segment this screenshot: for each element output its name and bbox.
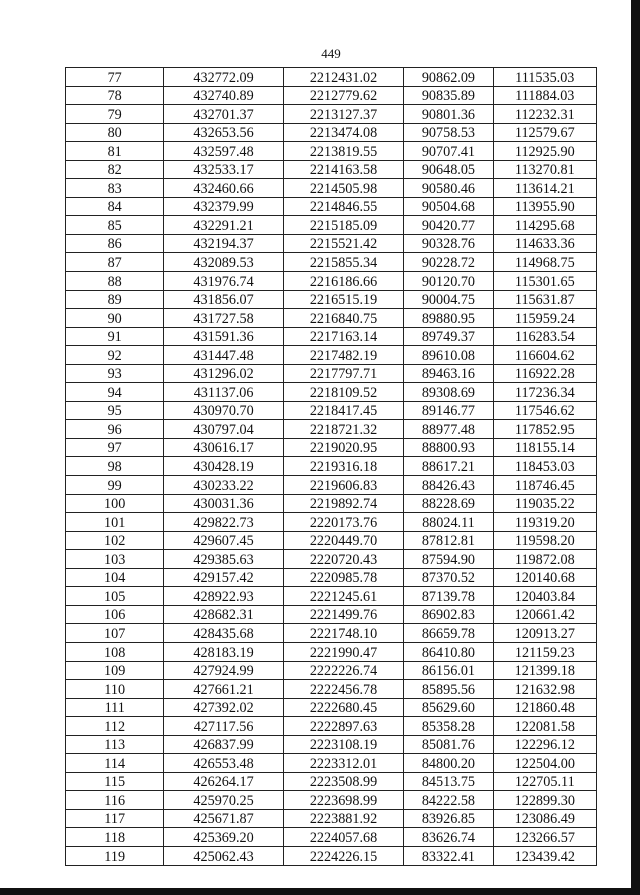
table-cell: 121860.48 — [493, 698, 596, 717]
table-cell: 2223108.19 — [283, 735, 403, 754]
table-row — [66, 642, 597, 661]
table-cell: 425369.20 — [164, 828, 283, 847]
table-cell: 2218721.32 — [283, 420, 403, 439]
table-cell: 432701.37 — [164, 105, 283, 124]
table-cell: 93 — [66, 364, 164, 383]
table-cell: 90835.89 — [404, 86, 493, 105]
table-cell: 2213819.55 — [283, 142, 403, 161]
table-cell: 113270.81 — [493, 160, 596, 179]
table-cell: 84222.58 — [404, 791, 493, 810]
table-cell: 430797.04 — [164, 420, 283, 439]
table-cell: 109 — [66, 661, 164, 680]
table-cell: 90328.76 — [404, 234, 493, 253]
table-cell: 81 — [66, 142, 164, 161]
table-row — [66, 717, 597, 736]
table-row — [66, 550, 597, 569]
table-cell: 88 — [66, 272, 164, 291]
table-cell: 120913.27 — [493, 624, 596, 643]
table-row — [66, 494, 597, 513]
table-row — [66, 754, 597, 773]
table-cell: 80 — [66, 123, 164, 142]
table-cell: 432089.53 — [164, 253, 283, 272]
table-cell: 90120.70 — [404, 272, 493, 291]
table-cell: 120661.42 — [493, 605, 596, 624]
table-cell: 2223881.92 — [283, 809, 403, 828]
table-row — [66, 791, 597, 810]
table-cell: 119 — [66, 846, 164, 865]
table-cell: 88800.93 — [404, 438, 493, 457]
table-cell: 90504.68 — [404, 197, 493, 216]
table-cell: 427117.56 — [164, 717, 283, 736]
table-cell: 99 — [66, 476, 164, 495]
table-cell: 82 — [66, 160, 164, 179]
table-cell: 123086.49 — [493, 809, 596, 828]
table-cell: 2220720.43 — [283, 550, 403, 569]
table-cell: 426837.99 — [164, 735, 283, 754]
table-row — [66, 531, 597, 550]
coordinate-table — [65, 67, 597, 866]
table-row — [66, 216, 597, 235]
table-cell: 2217482.19 — [283, 346, 403, 365]
table-cell: 2223698.99 — [283, 791, 403, 810]
table-cell: 90707.41 — [404, 142, 493, 161]
table-cell: 432597.48 — [164, 142, 283, 161]
table-cell: 116283.54 — [493, 327, 596, 346]
table-cell: 2221245.61 — [283, 587, 403, 606]
table-cell: 2222897.63 — [283, 717, 403, 736]
table-body — [66, 68, 597, 866]
table-cell: 2221499.76 — [283, 605, 403, 624]
table-row — [66, 179, 597, 198]
table-cell: 84513.75 — [404, 772, 493, 791]
table-cell: 427392.02 — [164, 698, 283, 717]
table-row — [66, 587, 597, 606]
table-row — [66, 383, 597, 402]
table-cell: 2222680.45 — [283, 698, 403, 717]
table-cell: 86410.80 — [404, 642, 493, 661]
table-row — [66, 513, 597, 532]
table-cell: 112232.31 — [493, 105, 596, 124]
table-row — [66, 605, 597, 624]
table-row — [66, 698, 597, 717]
table-cell: 2215855.34 — [283, 253, 403, 272]
table-cell: 83 — [66, 179, 164, 198]
table-cell: 2219606.83 — [283, 476, 403, 495]
table-cell: 100 — [66, 494, 164, 513]
table-cell: 87812.81 — [404, 531, 493, 550]
table-cell: 90758.53 — [404, 123, 493, 142]
table-cell: 91 — [66, 327, 164, 346]
table-cell: 429822.73 — [164, 513, 283, 532]
table-cell: 429607.45 — [164, 531, 283, 550]
table-cell: 432653.56 — [164, 123, 283, 142]
table-cell: 94 — [66, 383, 164, 402]
table-cell: 119598.20 — [493, 531, 596, 550]
table-cell: 114968.75 — [493, 253, 596, 272]
table-cell: 87 — [66, 253, 164, 272]
table-cell: 428682.31 — [164, 605, 283, 624]
table-cell: 118453.03 — [493, 457, 596, 476]
table-cell: 90 — [66, 309, 164, 328]
table-cell: 85629.60 — [404, 698, 493, 717]
table-cell: 117546.62 — [493, 401, 596, 420]
table-cell: 112 — [66, 717, 164, 736]
table-cell: 96 — [66, 420, 164, 439]
table-cell: 2218417.45 — [283, 401, 403, 420]
table-cell: 122504.00 — [493, 754, 596, 773]
table-row — [66, 327, 597, 346]
table-row — [66, 476, 597, 495]
table-cell: 2214163.58 — [283, 160, 403, 179]
table-cell: 114 — [66, 754, 164, 773]
table-cell: 2219020.95 — [283, 438, 403, 457]
table-cell: 122899.30 — [493, 791, 596, 810]
table-cell: 2217163.14 — [283, 327, 403, 346]
table-row — [66, 772, 597, 791]
table-cell: 432460.66 — [164, 179, 283, 198]
table-cell: 426264.17 — [164, 772, 283, 791]
table-cell: 117236.34 — [493, 383, 596, 402]
table-cell: 83926.85 — [404, 809, 493, 828]
table-cell: 430428.19 — [164, 457, 283, 476]
table-cell: 431591.36 — [164, 327, 283, 346]
table-cell: 2224226.15 — [283, 846, 403, 865]
table-cell: 86659.78 — [404, 624, 493, 643]
table-cell: 2223312.01 — [283, 754, 403, 773]
table-cell: 107 — [66, 624, 164, 643]
table-row — [66, 438, 597, 457]
table-cell: 425671.87 — [164, 809, 283, 828]
table-cell: 86902.83 — [404, 605, 493, 624]
scan-edge-right — [631, 0, 640, 895]
table-cell: 87594.90 — [404, 550, 493, 569]
table-cell: 431296.02 — [164, 364, 283, 383]
table-cell: 85 — [66, 216, 164, 235]
table-cell: 102 — [66, 531, 164, 550]
table-cell: 115301.65 — [493, 272, 596, 291]
table-cell: 430031.36 — [164, 494, 283, 513]
table-cell: 85358.28 — [404, 717, 493, 736]
table-cell: 432533.17 — [164, 160, 283, 179]
table-cell: 113 — [66, 735, 164, 754]
table-cell: 121399.18 — [493, 661, 596, 680]
table-row — [66, 197, 597, 216]
table-cell: 106 — [66, 605, 164, 624]
table-cell: 89880.95 — [404, 309, 493, 328]
table-cell: 78 — [66, 86, 164, 105]
table-cell: 2222456.78 — [283, 680, 403, 699]
table-cell: 2217797.71 — [283, 364, 403, 383]
table-cell: 86 — [66, 234, 164, 253]
table-row — [66, 160, 597, 179]
table-cell: 431137.06 — [164, 383, 283, 402]
table-cell: 425970.25 — [164, 791, 283, 810]
table-row — [66, 346, 597, 365]
table-cell: 2213127.37 — [283, 105, 403, 124]
table-cell: 89463.16 — [404, 364, 493, 383]
table-cell: 122081.58 — [493, 717, 596, 736]
table-cell: 122296.12 — [493, 735, 596, 754]
table-cell: 2220985.78 — [283, 568, 403, 587]
table-cell: 88977.48 — [404, 420, 493, 439]
table-row — [66, 457, 597, 476]
table-cell: 117852.95 — [493, 420, 596, 439]
table-cell: 119319.20 — [493, 513, 596, 532]
table-cell: 92 — [66, 346, 164, 365]
table-cell: 432740.89 — [164, 86, 283, 105]
table-cell: 77 — [66, 68, 164, 87]
table-cell: 85895.56 — [404, 680, 493, 699]
table-row — [66, 253, 597, 272]
table-cell: 2216840.75 — [283, 309, 403, 328]
table-cell: 429157.42 — [164, 568, 283, 587]
table-row — [66, 568, 597, 587]
table-cell: 98 — [66, 457, 164, 476]
table-row — [66, 364, 597, 383]
table-cell: 120403.84 — [493, 587, 596, 606]
table-cell: 89146.77 — [404, 401, 493, 420]
table-cell: 2224057.68 — [283, 828, 403, 847]
table-cell: 87139.78 — [404, 587, 493, 606]
table-cell: 2220449.70 — [283, 531, 403, 550]
table-cell: 90648.05 — [404, 160, 493, 179]
table-cell: 89610.08 — [404, 346, 493, 365]
scan-edge-bottom — [0, 888, 640, 895]
table-cell: 2214846.55 — [283, 197, 403, 216]
table-cell: 110 — [66, 680, 164, 699]
table-cell: 104 — [66, 568, 164, 587]
table-cell: 90228.72 — [404, 253, 493, 272]
table-cell: 2222226.74 — [283, 661, 403, 680]
table-cell: 88228.69 — [404, 494, 493, 513]
table-cell: 83322.41 — [404, 846, 493, 865]
table-cell: 2214505.98 — [283, 179, 403, 198]
table-cell: 122705.11 — [493, 772, 596, 791]
table-cell: 85081.76 — [404, 735, 493, 754]
table-cell: 428922.93 — [164, 587, 283, 606]
table-cell: 90004.75 — [404, 290, 493, 309]
table-cell: 84800.20 — [404, 754, 493, 773]
table-cell: 429385.63 — [164, 550, 283, 569]
table-cell: 108 — [66, 642, 164, 661]
table-cell: 2221748.10 — [283, 624, 403, 643]
table-row — [66, 828, 597, 847]
table-cell: 118746.45 — [493, 476, 596, 495]
table-cell: 2216186.66 — [283, 272, 403, 291]
table-row — [66, 661, 597, 680]
table-cell: 116 — [66, 791, 164, 810]
table-row — [66, 86, 597, 105]
page-number: 449 — [321, 46, 341, 61]
table-cell: 431727.58 — [164, 309, 283, 328]
table-cell: 2221990.47 — [283, 642, 403, 661]
table-cell: 90801.36 — [404, 105, 493, 124]
table-row — [66, 809, 597, 828]
table-cell: 116922.28 — [493, 364, 596, 383]
table-cell: 90420.77 — [404, 216, 493, 235]
table-cell: 90580.46 — [404, 179, 493, 198]
table-cell: 79 — [66, 105, 164, 124]
table-cell: 95 — [66, 401, 164, 420]
table-cell: 117 — [66, 809, 164, 828]
table-cell: 111884.03 — [493, 86, 596, 105]
table-cell: 118155.14 — [493, 438, 596, 457]
table-cell: 432772.09 — [164, 68, 283, 87]
table-cell: 432291.21 — [164, 216, 283, 235]
table-cell: 432194.37 — [164, 234, 283, 253]
table-row — [66, 735, 597, 754]
table-cell: 430616.17 — [164, 438, 283, 457]
table-cell: 121159.23 — [493, 642, 596, 661]
table-row — [66, 105, 597, 124]
table-cell: 2216515.19 — [283, 290, 403, 309]
table-row — [66, 624, 597, 643]
table-cell: 113955.90 — [493, 197, 596, 216]
table-cell: 425062.43 — [164, 846, 283, 865]
table-cell: 432379.99 — [164, 197, 283, 216]
table-cell: 119872.08 — [493, 550, 596, 569]
table-cell: 120140.68 — [493, 568, 596, 587]
table-cell: 115959.24 — [493, 309, 596, 328]
table-cell: 90862.09 — [404, 68, 493, 87]
table-cell: 111535.03 — [493, 68, 596, 87]
table-row — [66, 846, 597, 865]
table-cell: 2218109.52 — [283, 383, 403, 402]
table-cell: 83626.74 — [404, 828, 493, 847]
table-cell: 431856.07 — [164, 290, 283, 309]
table-cell: 114295.68 — [493, 216, 596, 235]
table-cell: 118 — [66, 828, 164, 847]
table-cell: 88617.21 — [404, 457, 493, 476]
table-row — [66, 272, 597, 291]
table-cell: 114633.36 — [493, 234, 596, 253]
table-cell: 121632.98 — [493, 680, 596, 699]
table-cell: 115631.87 — [493, 290, 596, 309]
table-row — [66, 680, 597, 699]
table-cell: 428183.19 — [164, 642, 283, 661]
table-row — [66, 290, 597, 309]
table-cell: 431976.74 — [164, 272, 283, 291]
table-cell: 430970.70 — [164, 401, 283, 420]
table-row — [66, 68, 597, 87]
table-cell: 119035.22 — [493, 494, 596, 513]
table-cell: 2212431.02 — [283, 68, 403, 87]
table-cell: 113614.21 — [493, 179, 596, 198]
table-cell: 101 — [66, 513, 164, 532]
table-cell: 426553.48 — [164, 754, 283, 773]
table-cell: 88426.43 — [404, 476, 493, 495]
table-cell: 2212779.62 — [283, 86, 403, 105]
table-cell: 2223508.99 — [283, 772, 403, 791]
table-cell: 2215185.09 — [283, 216, 403, 235]
table-cell: 2219892.74 — [283, 494, 403, 513]
table-cell: 87370.52 — [404, 568, 493, 587]
table-cell: 115 — [66, 772, 164, 791]
table-cell: 123266.57 — [493, 828, 596, 847]
table-row — [66, 142, 597, 161]
table-cell: 89308.69 — [404, 383, 493, 402]
table-cell: 84 — [66, 197, 164, 216]
table-cell: 111 — [66, 698, 164, 717]
table-cell: 2215521.42 — [283, 234, 403, 253]
table-cell: 430233.22 — [164, 476, 283, 495]
table-cell: 112925.90 — [493, 142, 596, 161]
table-cell: 2219316.18 — [283, 457, 403, 476]
table-cell: 116604.62 — [493, 346, 596, 365]
table-cell: 89 — [66, 290, 164, 309]
table-cell: 427924.99 — [164, 661, 283, 680]
table-row — [66, 401, 597, 420]
table-row — [66, 123, 597, 142]
table-cell: 2213474.08 — [283, 123, 403, 142]
table-cell: 112579.67 — [493, 123, 596, 142]
table-cell: 97 — [66, 438, 164, 457]
table-row — [66, 234, 597, 253]
table-cell: 428435.68 — [164, 624, 283, 643]
table-cell: 86156.01 — [404, 661, 493, 680]
table-cell: 2220173.76 — [283, 513, 403, 532]
table-row — [66, 309, 597, 328]
table-cell: 123439.42 — [493, 846, 596, 865]
table-cell: 89749.37 — [404, 327, 493, 346]
table-cell: 427661.21 — [164, 680, 283, 699]
table-cell: 431447.48 — [164, 346, 283, 365]
table-cell: 88024.11 — [404, 513, 493, 532]
table-cell: 103 — [66, 550, 164, 569]
table-row — [66, 420, 597, 439]
table-cell: 105 — [66, 587, 164, 606]
